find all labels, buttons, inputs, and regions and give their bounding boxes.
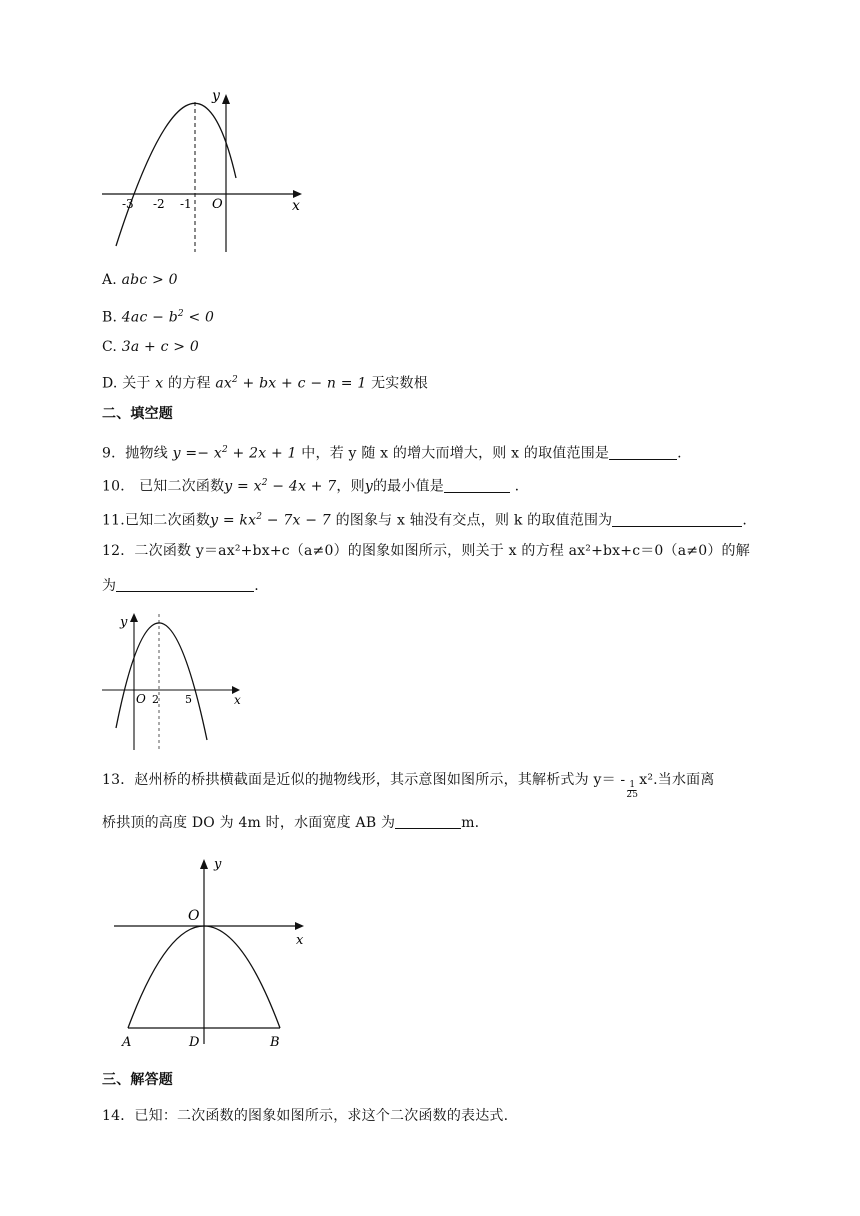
option-text: 关于 [122,375,156,392]
origin-label: O [188,908,200,924]
y-axis-arrow [200,859,208,869]
equation-tail: + 2x + 1 [227,445,297,462]
punctuation: . [254,578,259,594]
option-letter: D. [102,375,118,392]
option-expression-tail: < 0 [183,309,215,326]
equation-tail: + bx + c − n = 1 [237,375,367,392]
punctuation: . [509,478,520,495]
question-11 [102,507,747,531]
origin-label: O [136,692,146,706]
point-a-label: A [122,1035,132,1050]
question-12-line-2 [102,576,259,596]
x-axis-label: x [292,198,300,214]
section-heading-fill-blank: 二、填空题 [102,406,173,422]
x-axis-label: x [296,933,304,948]
question-text: ，则 [336,478,365,495]
section-heading-answer: 三、解答题 [102,1072,173,1088]
fraction [626,781,638,800]
punctuation: . [742,512,748,529]
option-c [102,337,199,357]
question-14: 14．已知：二次函数的图象如图所示，求这个二次函数的表达式. [102,1108,509,1124]
option-text: 的方程 [163,375,216,392]
option-expression: 3a + c > 0 [121,339,199,355]
question-text: 11.已知二次函数 [102,512,211,529]
x-axis-arrow [295,922,304,930]
option-expression: abc > 0 [121,272,178,288]
figure-3-bridge-arch [110,854,320,1050]
equation-tail: − 4x + 7 [267,478,337,495]
fraction-denominator: 25 [626,790,639,800]
tick-label: 2 [152,693,159,706]
answer-blank[interactable] [609,445,677,460]
option-expression: 4ac − b [121,309,178,326]
y-axis-arrow [222,94,230,104]
parabola-curve [116,103,236,246]
answer-blank[interactable] [395,814,461,829]
punctuation: . [677,445,682,462]
question-12-line-1: 12．二次函数 y＝ax²+bx+c（a≠0）的图象如图所示，则关于 x 的方程 ax²+bx+c＝0（a≠0）的解 [102,543,750,559]
exponent: 2 [221,445,228,455]
question-text: 为 [102,578,117,594]
question-10 [102,473,519,497]
figure-1-parabola-graph [102,86,312,256]
fraction-numerator: 1 [629,780,636,790]
parabola-curve [116,623,207,740]
question-text: m. [461,815,480,831]
origin-label: O [212,197,223,212]
option-d [102,370,428,394]
exponent: 2 [231,375,238,385]
option-letter: B. [102,309,118,326]
question-text: 10． 已知二次函数 [102,478,225,495]
variable: y [364,478,373,495]
exponent: 2 [177,309,184,319]
exponent: 2 [261,478,268,488]
point-d-label: D [189,1035,200,1050]
question-13-line-2 [102,813,479,833]
question-9 [102,440,682,464]
answer-blank[interactable] [116,577,254,592]
equation: y = kx [210,512,257,529]
figure-2-parabola-graph [102,604,252,754]
question-text: x².当水面离 [639,772,715,788]
x-axis-arrow [293,190,302,198]
y-axis-arrow [130,613,138,622]
question-text: 桥拱顶的高度 DO 为 4m 时，水面宽度 AB 为 [102,815,396,831]
question-text: 中，若 y 随 x 的增大而增大，则 x 的取值范围是 [296,445,610,462]
option-letter: A. [102,272,117,288]
option-text: 无实数根 [366,375,428,392]
variable: x [155,375,164,392]
question-13-line-1 [102,770,715,800]
equation: ax [215,375,232,392]
y-axis-label: y [212,88,220,104]
option-letter: C. [102,339,118,355]
tick-label: -1 [180,197,192,211]
y-axis-label: y [214,857,222,872]
equation: y = x [224,478,262,495]
question-text: 13．赵州桥的桥拱横截面是近似的抛物线形，其示意图如图所示，其解析式为 y＝ - [102,772,626,788]
question-text: 9．抛物线 [102,445,173,462]
answer-blank[interactable] [444,478,510,493]
option-b [102,304,214,328]
tick-label: 5 [185,693,192,706]
tick-label: -3 [122,197,134,211]
point-b-label: B [270,1035,280,1050]
answer-blank[interactable] [612,512,742,527]
y-axis-label: y [120,615,128,630]
option-a [102,270,178,290]
tick-label: -2 [153,197,165,211]
question-text: 的最小值是 [372,478,444,495]
equation: y =− x [172,445,222,462]
x-axis-label: x [234,693,241,707]
exponent: 2 [256,512,263,522]
question-text: 的图象与 x 轴没有交点，则 k 的取值范围为 [330,512,613,529]
equation-tail: − 7x − 7 [262,512,331,529]
